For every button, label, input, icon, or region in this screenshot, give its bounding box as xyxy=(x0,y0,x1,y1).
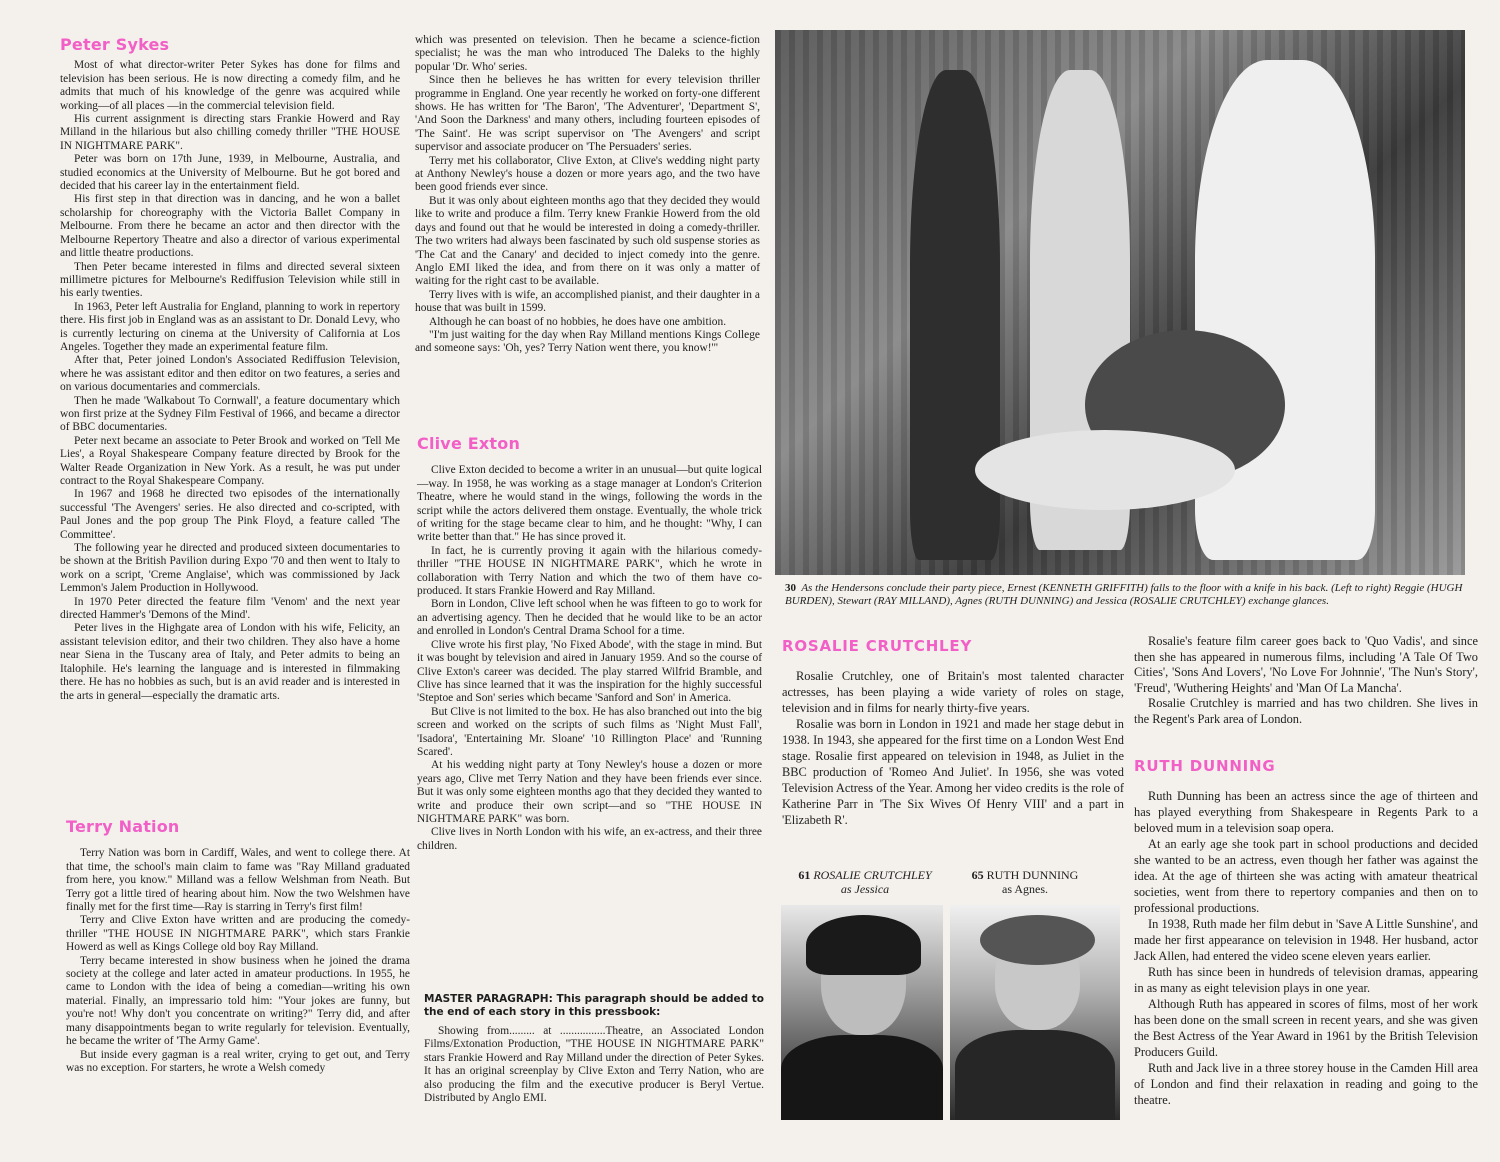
paragraph: Peter was born on 17th June, 1939, in Melbourne, Australia, and studied economics at the University of Melbourne. But he got bored and decided that his career lay in the entertainment field. xyxy=(60,153,400,193)
portrait-role: as Agnes. xyxy=(1002,882,1048,896)
main-photo-caption xyxy=(785,582,1465,608)
paragraph: The following year he directed and produced sixteen documentaries to be shown at the British Pavilion during Expo '70 and then went to Italy to work on a script, 'Creme Anglaise', which was commissioned by Jack Lemmon's Jalem Production in Hollywood. xyxy=(60,542,400,595)
master-paragraph-title: MASTER PARAGRAPH: This paragraph should be added to the end of each story in this pressbook: xyxy=(424,993,765,1018)
paragraph: Clive lives in North London with his wife, an ex-actress, and their three children. xyxy=(417,826,762,852)
portrait-name: RUTH DUNNING xyxy=(986,868,1079,882)
paragraph: Rosalie was born in London in 1921 and made her stage debut in 1938. In 1943, she appeared for the first time on a London West End stage. Rosalie first appeared on television in 1948, as Juliet in the BBC production of 'Romeo And Juliet'. In 1956, she was voted Television Actress of the Year. Among her video credits is the role of Katherine Parr in 'The Six Wives Of Henry VIII' and a part in 'Elizabeth R'. xyxy=(782,717,1124,827)
paragraph: Clive wrote his first play, 'No Fixed Abode', with the stage in mind. But it was bought by television and aired in January 1959. And so the course of Clive Exton's career was decided. The play starred Wilfrid Bramble, and Clive has since learned that it was the inspiration for the highly successful 'Steptoe and Son' series which became 'Sanford and Son' in America. xyxy=(417,638,762,705)
paragraph: But Clive is not limited to the box. He has also branched out into the big screen and worked on the scripts of such films as 'Night Must Fall', 'Isadora', 'Entertaining Mr. Sloane' '10 Rillington Place' and 'Running Scared'. xyxy=(417,705,762,758)
paragraph: At his wedding night party at Tony Newley's house a dozen or more years ago, Clive met Terry Nation and they have been friends ever since. But it was only some eighteen months ago that they decided they wanted to write and produce their own script—and so "THE HOUSE IN NIGHTMARE PARK" was born. xyxy=(417,759,762,825)
paragraph: Terry Nation was born in Cardiff, Wales, and went to college there. At that time, the school's main claim to fame was "Ray Milland graduated from here, you know." Milland was a fellow Welshman from Neath. But Terry got a little tired of hearing about him. Now the two Welshmen have finally met for the first time—Ray is starring in Terry's first film! xyxy=(66,847,410,914)
paragraph: "I'm just waiting for the day when Ray Milland mentions Kings College and someone says: 'Oh, yes? Terry Nation went there, you know!'" xyxy=(415,328,760,355)
portrait-role: as Jessica xyxy=(840,882,890,896)
terry-nation-column xyxy=(66,817,410,1075)
ruth-dunning-column xyxy=(1134,758,1478,1108)
paragraph: After that, Peter joined London's Associated Rediffusion Television, where he was assistant editor and then editor on two features, a series and on various documentaries and commercials. xyxy=(60,354,400,394)
paragraph: Then Peter became interested in films and directed several sixteen millimetre pictures for Melbourne's Rediffusion Television while still in his early twenties. xyxy=(60,260,400,300)
paragraph: Ruth and Jack live in a three storey house in the Camden Hill area of London and find their relaxation in reading and going to the theatre. xyxy=(1134,1061,1478,1107)
paragraph: Rosalie Crutchley is married and has two children. She lives in the Regent's Park area of London. xyxy=(1134,696,1478,726)
paragraph: Then he made 'Walkabout To Cornwall', a feature documentary which won first prize at the Sydney Film Festival of 1966, and became a director of BBC documentaries. xyxy=(60,394,400,434)
paragraph: Since then he believes he has written for every television thriller programme in England. One year recently he worked on forty-one different shows. He has written for 'The Baron', 'The Adventurer', 'Department S', 'And Soon the Darkness' and many others, including fourteen episodes of 'The Saint'. He was script supervisor on 'The Avengers' and script supervisor and associate producer on 'The Persuaders' series. xyxy=(415,74,760,154)
paragraph: which was presented on television. Then he became a science-fiction specialist; he was the man who introduced The Daleks to the highly popular 'Dr. Who' series. xyxy=(415,34,760,73)
paragraph: Clive Exton decided to become a writer in an unusual—but quite logical—way. In 1958, he was working as a stage manager at London's Criterion Theatre, where he would stand in the wings, following the words in the script while the actors delivered them onstage. Eventually, the whole trick of writing for the stage became clear to him, and he thought: "Why, I can write better than that." He has since proved it. xyxy=(417,464,762,544)
portrait-name: ROSALIE CRUTCHLEY xyxy=(813,868,932,882)
paragraph: In 1938, Ruth made her film debut in 'Save A Little Sunshine', and made her first appearance on television in 1948. Her husband, actor Jack Allen, had entered the video scene eleven years earlier. xyxy=(1134,917,1478,963)
clive-exton-heading: Clive Exton xyxy=(417,434,521,453)
paragraph: Terry and Clive Exton have written and are producing the comedy-thriller "THE HOUSE IN NIGHTMARE PARK", which stars Frankie Howerd as well as Kings College old boy Ray Milland. xyxy=(66,914,410,954)
photo-number: 30 xyxy=(785,582,796,594)
terry-nation-heading: Terry Nation xyxy=(66,817,180,836)
portrait-rosalie-crutchley xyxy=(781,905,943,1120)
master-paragraph-text: Showing from......... at ................Theatre, an Associated London Films/Extonation Production, "THE HOUSE IN NIGHTMARE PARK" stars Frankie Howerd and Ray Milland under the direction of Peter Sykes. It has an original screenplay by Clive Exton and Terry Nation, who are also producing the film and the executive producer is Beryl Vertue. Distributed by Anglo EMI. xyxy=(424,1025,764,1105)
master-paragraph xyxy=(424,993,764,1105)
paragraph: Peter next became an associate to Peter Brook and worked on 'Tell Me Lies', a Royal Shakespeare Company feature directed by Brook for the Walter Reade Organization in New York. As a result, he was put under contract to the Royal Shakespeare Company. xyxy=(60,434,400,487)
paragraph: Terry met his collaborator, Clive Exton, at Clive's wedding night party at Anthony Newley's house a dozen or more years ago, and the two have been good friends ever since. xyxy=(415,154,760,194)
peter-sykes-column xyxy=(60,35,400,703)
paragraph: But it was only about eighteen months ago that they decided they would like to write and produce a film. Terry knew Frankie Howerd from the old days and found out that he would be interested in doing a comedy-thriller. The two writers had always been fascinated by such old suspense stories as 'The Cat and the Canary' and decided to inject comedy into the genre. Anglo EMI liked the idea, and from there on it was only a matter of waiting for the right cast to be available. xyxy=(415,194,760,288)
portrait-ruth-dunning xyxy=(950,905,1120,1120)
paragraph: In 1967 and 1968 he directed two episodes of the internationally successful 'The Avengers' series. He also directed and co-scripted, with Paul Jones and the pop group The Pink Floyd, a feature called 'The Committee'. xyxy=(60,488,400,541)
portrait-label-rosalie xyxy=(780,868,950,896)
paragraph: His first step in that direction was in dancing, and he won a ballet scholarship for choreography with the Victoria Ballet Company in Melbourne. From there he became an actor and then director with the Melbourne Repertory Theatre and also a director of various experimental and little theatre productions. xyxy=(60,193,400,260)
paragraph: Ruth Dunning has been an actress since the age of thirteen and has played everything from Shakespeare in Regents Park to a beloved mum in a television soap opera. xyxy=(1134,789,1478,835)
paragraph: But inside every gagman is a real writer, crying to get out, and Terry was no exception. For starters, he wrote a Welsh comedy xyxy=(66,1048,410,1074)
portrait-label-ruth xyxy=(950,868,1100,896)
paragraph: Most of what director-writer Peter Sykes has done for films and television has been serious. He is now directing a comedy film, and he admits that much of his knowledge of the genre was acquired while working—of all places —in the commercial television field. xyxy=(60,59,400,112)
paragraph: Terry became interested in show business when he joined the drama society at the college and later acted in amateur productions. In 1955, he came to London with the idea of being a comedian—writing his own material. Finally, an impressario told him: "Your jokes are funny, but you're not! Why don't you concentrate on writing?" Terry did, and after many disappointments began to write regularly for television. Eventually, he became the writer of 'The Army Game'. xyxy=(66,954,410,1048)
rosalie-crutchley-continued-column xyxy=(1134,634,1478,728)
paragraph: Rosalie's feature film career goes back to 'Quo Vadis', and since then she has appeared in numerous films, including 'A Tale Of Two Cities', 'Sons And Lovers', 'No Love For Johnnie', 'The Nun's Story', 'Freud', 'Wuthering Heights' and 'Man Of La Mancha'. xyxy=(1134,634,1478,695)
paragraph: Rosalie Crutchley, one of Britain's most talented character actresses, has been playing a wide variety of roles on stage, television and in films for nearly thirty-five years. xyxy=(782,669,1124,715)
paragraph: Terry lives with is wife, an accomplished pianist, and their daughter in a house that was built in 1599. xyxy=(415,288,760,315)
rosalie-crutchley-column xyxy=(782,638,1124,828)
paragraph: In 1963, Peter left Australia for England, planning to work in repertory there. His first job in England was as an assistant to Dr. Donald Levy, who is currently lecturing on cinema at the University of California at Los Angeles. Together they made an experimental feature film. xyxy=(60,300,400,353)
portrait-number: 61 xyxy=(798,868,811,882)
clive-exton-column xyxy=(417,434,762,853)
paragraph: At an early age she took part in school productions and decided she wanted to be an actress, even though her father was against the idea. At the age of thirteen she was acting with amateur theatrical societies, went from there to repertory companies and then on to professional productions. xyxy=(1134,837,1478,915)
paragraph: His current assignment is directing stars Frankie Howerd and Ray Milland in the hilarious but also chilling comedy thriller "THE HOUSE IN NIGHTMARE PARK". xyxy=(60,113,400,152)
paragraph: In 1970 Peter directed the feature film 'Venom' and the next year directed Hammer's 'Demons of the Mind'. xyxy=(60,595,400,622)
terry-nation-continued-column xyxy=(415,34,760,356)
ruth-dunning-heading: RUTH DUNNING xyxy=(1134,757,1276,775)
paragraph: Born in London, Clive left school when he was fifteen to go to work for an advertising agency. Then he decided that he would like to be an actor and enrolled in London's Central Drama School for a time. xyxy=(417,598,762,638)
peter-sykes-heading: Peter Sykes xyxy=(60,35,170,54)
paragraph: Peter lives in the Highgate area of London with his wife, Felicity, an assistant television editor, and their two children. They also have a home near Siena in the Tuscany area of Italy, and Peter admits to being an Italophile. He's learning the language and is interested in filmmaking there. He has no hobbies as such, but is an avid reader and is interested in the arts in general—especially the dramatic arts. xyxy=(60,622,400,702)
rosalie-crutchley-heading: ROSALIE CRUTCHLEY xyxy=(782,637,973,655)
photo-caption-text: As the Hendersons conclude their party piece, Ernest (KENNETH GRIFFITH) falls to the floor with a knife in his back. (Left to right) Reggie (HUGH BURDEN), Stewart (RAY MILLAND), Agnes (RUTH DUNNING) and Jessica (ROSALIE CRUTCHLEY) exchange glances. xyxy=(785,582,1463,607)
paragraph: Although he can boast of no hobbies, he does have one ambition. xyxy=(429,315,727,328)
portrait-number: 65 xyxy=(971,868,984,882)
paragraph: Although Ruth has appeared in scores of films, most of her work has been done on the small screen in recent years, and she was given the Best Actress of the Year Award in 1961 by the British Television Producers Guild. xyxy=(1134,997,1478,1059)
paragraph: Ruth has since been in hundreds of television dramas, appearing in as many as eight television plays in one year. xyxy=(1134,965,1478,995)
main-photo xyxy=(775,30,1465,575)
paragraph: In fact, he is currently proving it again with the hilarious comedy-thriller "THE HOUSE IN NIGHTMARE PARK", which he wrote in collaboration with Terry Nation and which the two of them have co-produced. It stars Frankie Howerd and Ray Milland. xyxy=(417,544,762,598)
